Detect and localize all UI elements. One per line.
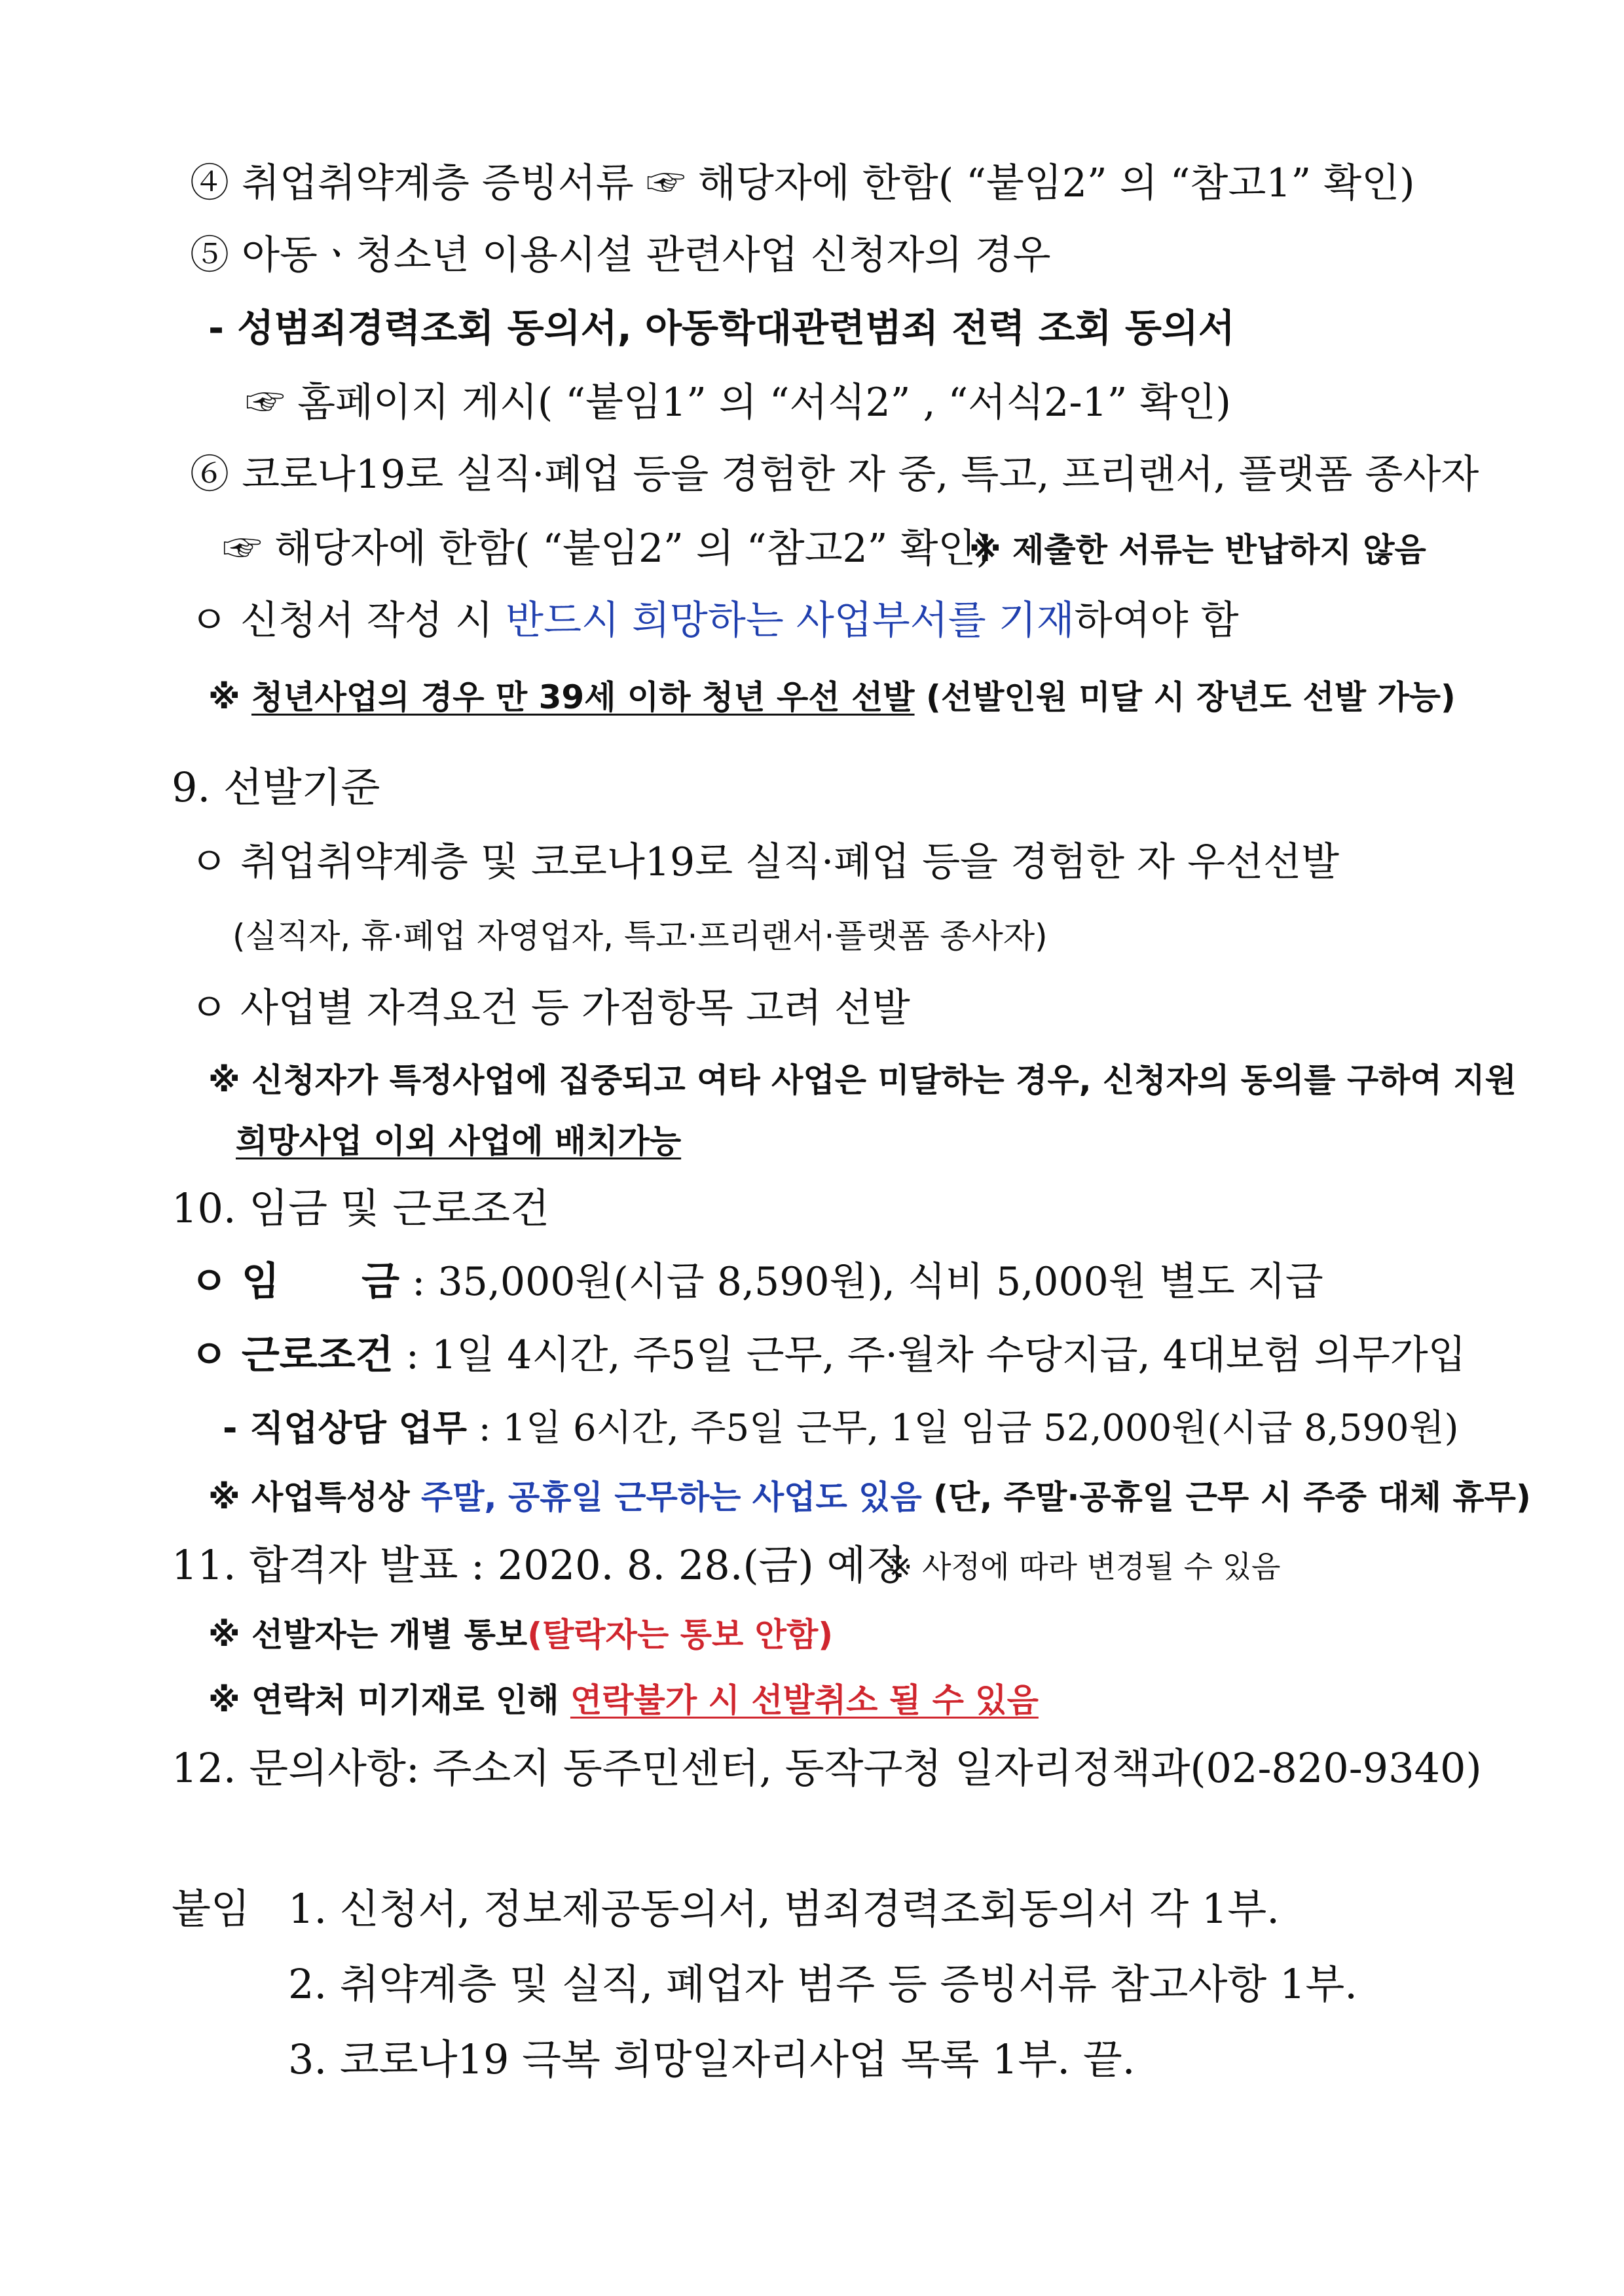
- form-instruction: [190, 598, 1239, 644]
- section-10-heading: 10. 임금 및 근로조건: [172, 1184, 549, 1232]
- section-11-heading-note: ※ 사정에 따라 변경될 수 있음: [887, 1549, 1281, 1584]
- weekend-note-post: (단, 주말·공휴일 근무 시 주중 대체 휴무): [921, 1478, 1531, 1516]
- form-instruction-post: 하여야 함: [1074, 598, 1239, 644]
- weekend-note: [208, 1478, 1531, 1516]
- attachment-item-1: 1. 신청서, 정보제공동의서, 범죄경력조회동의서 각 1부.: [288, 1885, 1280, 1933]
- wage-label: ㅇ 임 금: [190, 1259, 400, 1305]
- section-9-note: ※ 신청자가 특정사업에 집중되고 여타 사업은 미달하는 경우, 신청자의 동의를 구하여 지원: [208, 1061, 1517, 1099]
- section-9-bullet-2: ㅇ 사업별 자격요건 등 가점항목 고려 선발: [190, 985, 910, 1031]
- doc-item-4: ④ 취업취약계층 증빙서류 ☞ 해당자에 한함( “붙임2” 의 “참고1” 확인): [190, 160, 1415, 206]
- notify-note-emphasis: (탈락자는 통보 안함): [527, 1616, 834, 1654]
- attachment-item-2: 2. 취약계층 및 실직, 폐업자 범주 등 증빙서류 참고사항 1부.: [288, 1960, 1358, 2008]
- contact-note: [208, 1681, 1039, 1719]
- section-9-note-underlined: 희망사업 이외 사업에 배치가능: [236, 1122, 682, 1160]
- wage-row: [190, 1259, 1323, 1305]
- section-9-heading: 9. 선발기준: [172, 763, 380, 811]
- section-9-bullet-1-sub: (실직자, 휴·폐업 자영업자, 특고·프리랜서·플랫폼 종사자): [232, 917, 1048, 955]
- weekend-note-emphasis: 주말, 공휴일 근무하는 사업도 있음: [420, 1478, 922, 1516]
- doc-item-5-sub: - 성범죄경력조회 동의서, 아동학대관련범죄 전력 조회 동의서: [208, 306, 1235, 350]
- section-11-heading: 11. 합격자 발표 : 2020. 8. 28.(금) 예정: [172, 1541, 906, 1589]
- counsel-row: [223, 1408, 1459, 1447]
- section-12-inquiry: 12. 문의사항: 주소지 동주민센터, 동작구청 일자리정책과(02-820-9340): [172, 1744, 1482, 1792]
- attachment-item-3: 3. 코로나19 극복 희망일자리사업 목록 1부. 끝.: [288, 2035, 1135, 2083]
- youth-note-mark: ※: [208, 678, 252, 716]
- conditions-label: ㅇ 근로조건: [190, 1332, 394, 1378]
- doc-item-5-ref: ☞ 홈페이지 게시( “붙임1” 의 “서식2” , “서식2-1” 확인): [246, 380, 1231, 426]
- doc-item-6-note: ※ 제출한 서류는 반납하지 않음: [969, 531, 1426, 569]
- doc-item-6-ref: ☞ 해당자에 한함( “붙임2” 의 “참고2” 확인): [223, 526, 991, 572]
- counsel-label: - 직업상담 업무: [223, 1408, 467, 1449]
- weekend-note-pre: ※ 사업특성상: [208, 1478, 421, 1516]
- notify-note-pre: ※ 선발자는 개별 통보: [208, 1616, 528, 1654]
- doc-item-5: ⑤ 아동ㆍ청소년 이용시설 관련사업 신청자의 경우: [190, 232, 1051, 278]
- wage-value: : 35,000원(시급 8,590원), 식비 5,000원 별도 지급: [399, 1259, 1323, 1305]
- form-instruction-emphasis: 반드시 희망하는 사업부서를 기재: [506, 598, 1075, 644]
- form-instruction-pre: ㅇ 신청서 작성 시: [190, 598, 506, 644]
- conditions-row: [190, 1332, 1466, 1378]
- doc-item-6: ⑥ 코로나19로 실직·폐업 등을 경험한 자 중, 특고, 프리랜서, 플랫폼 종사자: [190, 452, 1479, 498]
- youth-note: [208, 678, 1456, 716]
- section-9-bullet-1: ㅇ 취업취약계층 및 코로나19로 실직·폐업 등을 경험한 자 우선선발: [190, 839, 1339, 885]
- youth-note-post: (선발인원 미달 시 장년도 선발 가능): [914, 678, 1456, 716]
- counsel-value: : 1일 6시간, 주5일 근무, 1일 임금 52,000원(시급 8,590원): [467, 1407, 1459, 1449]
- youth-note-underlined: 청년사업의 경우 만 39세 이하 청년 우선 선발: [251, 678, 915, 716]
- attachments-label: 붙임: [172, 1885, 250, 1933]
- notify-note: [208, 1616, 834, 1654]
- contact-note-pre: ※ 연락처 미기재로 인해: [208, 1681, 570, 1719]
- contact-note-emphasis: 연락불가 시 선발취소 될 수 있음: [570, 1681, 1039, 1719]
- conditions-value: : 1일 4시간, 주5일 근무, 주·월차 수당지급, 4대보험 의무가입: [393, 1332, 1466, 1378]
